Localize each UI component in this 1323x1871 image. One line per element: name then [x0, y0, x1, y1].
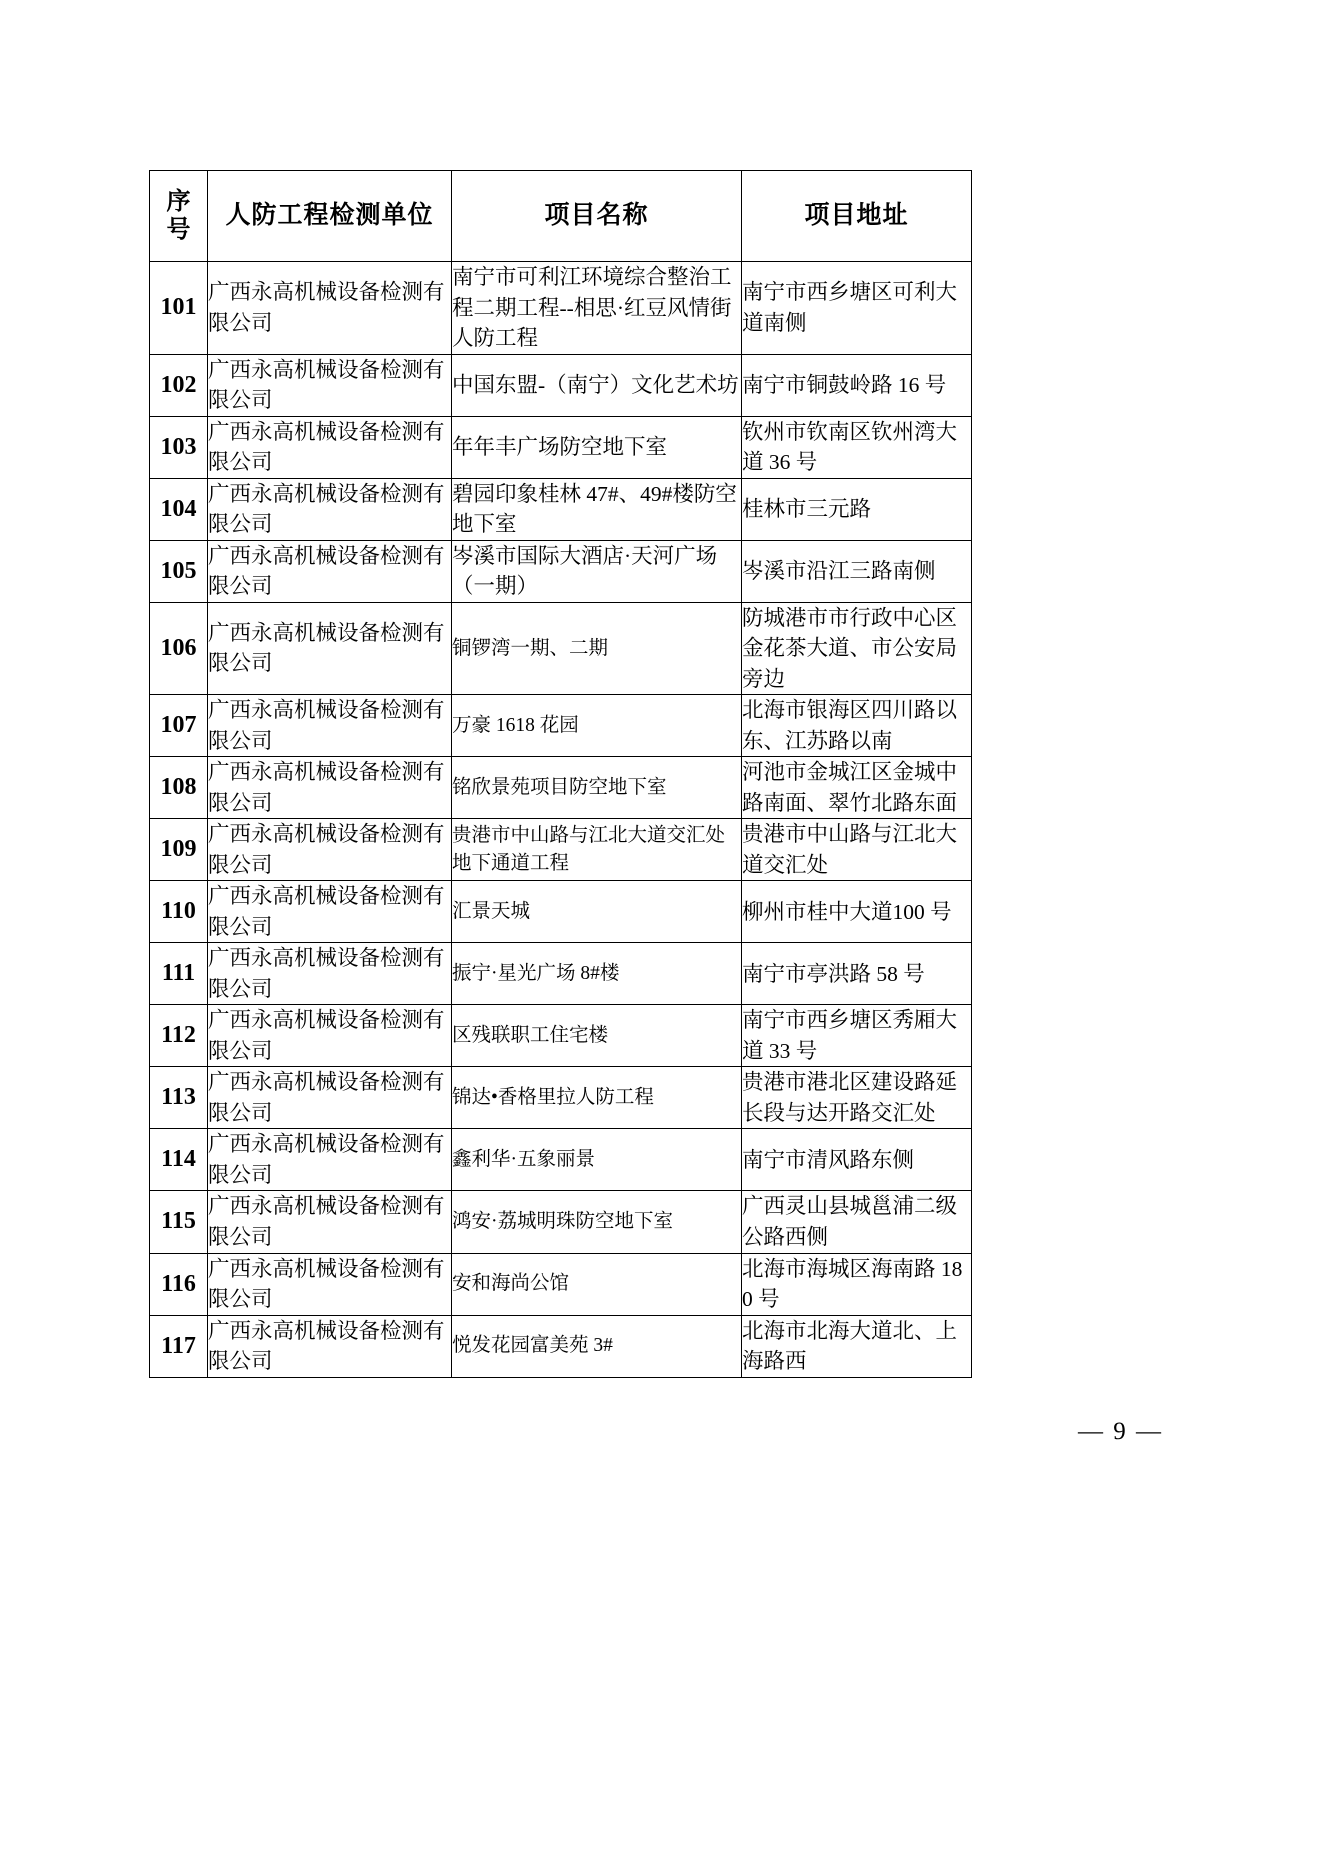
table-row [150, 1067, 972, 1129]
cell-project-name [452, 540, 742, 602]
table-row [150, 478, 972, 540]
cell-sequence: 102 [150, 354, 208, 416]
cell-unit-text: 广西永高机械设备检测有限公司 [208, 620, 445, 676]
cell-unit [208, 1067, 452, 1129]
cell-project-address-text: 防城港市市行政中心区金花茶大道、市公安局旁边 [742, 605, 958, 691]
cell-project-address [742, 943, 972, 1005]
project-table-container [149, 170, 971, 1378]
cell-project-name-text: 铭欣景苑项目防空地下室 [452, 776, 667, 798]
cell-unit [208, 416, 452, 478]
cell-project-address-text: 北海市银海区四川路以东、江苏路以南 [742, 698, 958, 753]
cell-unit-text: 广西永高机械设备检测有限公司 [208, 1132, 445, 1187]
cell-project-address [742, 1067, 972, 1129]
cell-project-address-text: 柳州市桂中大道100 号 [742, 899, 952, 924]
cell-project-name-text: 鑫利华·五象丽景 [452, 1149, 595, 1171]
cell-project-address [742, 695, 972, 757]
cell-unit [208, 881, 452, 943]
cell-project-address [742, 1315, 972, 1377]
cell-project-address [742, 1129, 972, 1191]
table-row [150, 1129, 972, 1191]
cell-project-address-text: 岑溪市沿江三路南侧 [742, 558, 936, 583]
cell-project-name [452, 695, 742, 757]
project-table [149, 170, 972, 1378]
cell-project-name-text: 岑溪市国际大酒店·天河广场（一期） [452, 543, 718, 599]
table-row [150, 416, 972, 478]
cell-project-name-text: 碧园印象桂林 47#、49#楼防空地下室 [452, 481, 737, 537]
cell-project-address-text: 南宁市西乡塘区秀厢大道 33 号 [742, 1008, 958, 1063]
cell-project-name [452, 1129, 742, 1191]
cell-unit [208, 1005, 452, 1067]
cell-project-address-text: 桂林市三元路 [742, 496, 872, 521]
cell-unit-text: 广西永高机械设备检测有限公司 [208, 822, 445, 877]
cell-project-name-text: 悦发花园富美苑 3# [452, 1335, 613, 1357]
cell-project-name [452, 943, 742, 1005]
cell-project-address [742, 1253, 972, 1315]
cell-unit [208, 478, 452, 540]
cell-sequence: 114 [150, 1129, 208, 1191]
cell-project-name [452, 1005, 742, 1067]
cell-unit [208, 354, 452, 416]
cell-sequence: 112 [150, 1005, 208, 1067]
cell-project-address-text: 广西灵山县城邕浦二级公路西侧 [742, 1194, 958, 1249]
column-header-project-address: 项目地址 [742, 171, 972, 262]
table-row [150, 262, 972, 355]
cell-sequence: 107 [150, 695, 208, 757]
page-number: — 9 — [1078, 1418, 1163, 1445]
column-header-sequence-line2: 号 [166, 217, 191, 243]
cell-sequence: 105 [150, 540, 208, 602]
cell-unit-text: 广西永高机械设备检测有限公司 [208, 543, 445, 599]
cell-project-name [452, 1191, 742, 1253]
cell-project-address-text: 贵港市中山路与江北大道交汇处 [742, 822, 958, 877]
cell-unit-text: 广西永高机械设备检测有限公司 [208, 357, 445, 413]
cell-unit-text: 广西永高机械设备检测有限公司 [208, 280, 445, 335]
cell-project-address-text: 南宁市铜鼓岭路 16 号 [742, 372, 947, 397]
cell-project-address [742, 757, 972, 819]
cell-project-name-text: 安和海尚公馆 [452, 1273, 570, 1295]
cell-project-name-text: 汇景天城 [452, 900, 531, 922]
cell-project-address [742, 478, 972, 540]
cell-project-address-text: 南宁市西乡塘区可利大道南侧 [742, 280, 958, 335]
cell-project-address-text: 南宁市亭洪路 58 号 [742, 961, 925, 986]
cell-project-name-text: 中国东盟-（南宁）文化艺术坊 [452, 372, 739, 397]
cell-project-name-text: 南宁市可利江环境综合整治工程二期工程--相思·红豆风情街人防工程 [452, 265, 732, 351]
column-header-unit: 人防工程检测单位 [208, 171, 452, 262]
cell-sequence: 108 [150, 757, 208, 819]
cell-project-name-text: 贵港市中山路与江北大道交汇处地下通道工程 [452, 825, 726, 874]
cell-project-address [742, 1005, 972, 1067]
cell-unit [208, 1191, 452, 1253]
cell-sequence: 115 [150, 1191, 208, 1253]
cell-project-name-text: 万豪 1618 花园 [452, 714, 579, 736]
cell-unit-text: 广西永高机械设备检测有限公司 [208, 1318, 445, 1374]
cell-project-name-text: 年年丰广场防空地下室 [452, 434, 668, 459]
cell-project-name-text: 鸿安·荔城明珠防空地下室 [452, 1211, 673, 1233]
cell-unit-text: 广西永高机械设备检测有限公司 [208, 884, 445, 939]
table-header-row [150, 171, 972, 262]
cell-project-address-text: 南宁市清风路东侧 [742, 1147, 915, 1172]
cell-unit [208, 602, 452, 695]
cell-unit-text: 广西永高机械设备检测有限公司 [208, 1008, 445, 1063]
cell-project-address-text: 北海市北海大道北、上海路西 [742, 1318, 958, 1374]
cell-project-name [452, 262, 742, 355]
cell-project-name [452, 819, 742, 881]
cell-sequence: 104 [150, 478, 208, 540]
cell-unit [208, 695, 452, 757]
cell-project-address [742, 354, 972, 416]
table-row [150, 943, 972, 1005]
cell-project-name-text: 振宁·星光广场 8#楼 [452, 963, 620, 985]
table-header [150, 171, 972, 262]
cell-project-name [452, 602, 742, 695]
table-row [150, 881, 972, 943]
cell-project-address-text: 钦州市钦南区钦州湾大道 36 号 [742, 419, 958, 475]
cell-project-name [452, 1067, 742, 1129]
cell-sequence: 117 [150, 1315, 208, 1377]
cell-project-name [452, 478, 742, 540]
cell-unit [208, 757, 452, 819]
cell-project-name [452, 881, 742, 943]
cell-unit [208, 943, 452, 1005]
cell-unit [208, 1253, 452, 1315]
table-row [150, 354, 972, 416]
cell-unit-text: 广西永高机械设备检测有限公司 [208, 1256, 445, 1312]
cell-sequence: 111 [150, 943, 208, 1005]
cell-project-name [452, 757, 742, 819]
table-row [150, 1315, 972, 1377]
cell-sequence: 103 [150, 416, 208, 478]
cell-project-address-text: 河池市金城江区金城中路南面、翠竹北路东面 [742, 760, 958, 815]
cell-project-address [742, 1191, 972, 1253]
cell-project-address-text: 北海市海城区海南路 180 号 [742, 1256, 963, 1312]
cell-unit [208, 1129, 452, 1191]
table-row [150, 540, 972, 602]
cell-unit [208, 540, 452, 602]
cell-unit-text: 广西永高机械设备检测有限公司 [208, 481, 445, 537]
cell-project-name [452, 354, 742, 416]
cell-unit-text: 广西永高机械设备检测有限公司 [208, 1194, 445, 1249]
cell-unit-text: 广西永高机械设备检测有限公司 [208, 419, 445, 475]
table-row [150, 695, 972, 757]
cell-project-address [742, 602, 972, 695]
cell-project-name-text: 锦达•香格里拉人防工程 [452, 1087, 654, 1109]
cell-project-name-text: 铜锣湾一期、二期 [452, 637, 609, 659]
cell-sequence: 116 [150, 1253, 208, 1315]
cell-sequence: 106 [150, 602, 208, 695]
table-body [150, 262, 972, 1378]
cell-project-address [742, 262, 972, 355]
table-row [150, 1253, 972, 1315]
cell-project-address [742, 416, 972, 478]
cell-unit-text: 广西永高机械设备检测有限公司 [208, 698, 445, 753]
table-row [150, 602, 972, 695]
table-row [150, 1005, 972, 1067]
cell-sequence: 109 [150, 819, 208, 881]
cell-unit-text: 广西永高机械设备检测有限公司 [208, 760, 445, 815]
cell-project-name [452, 1253, 742, 1315]
cell-unit [208, 1315, 452, 1377]
column-header-sequence [150, 171, 208, 262]
cell-unit [208, 262, 452, 355]
column-header-project-name: 项目名称 [452, 171, 742, 262]
cell-project-name [452, 1315, 742, 1377]
table-row [150, 819, 972, 881]
cell-sequence: 113 [150, 1067, 208, 1129]
cell-project-address [742, 540, 972, 602]
column-header-sequence-line1: 序 [166, 188, 191, 215]
cell-project-address [742, 881, 972, 943]
cell-unit [208, 819, 452, 881]
table-row [150, 1191, 972, 1253]
cell-project-address [742, 819, 972, 881]
table-row [150, 757, 972, 819]
cell-sequence: 110 [150, 881, 208, 943]
cell-unit-text: 广西永高机械设备检测有限公司 [208, 946, 445, 1001]
cell-unit-text: 广西永高机械设备检测有限公司 [208, 1070, 445, 1125]
cell-project-name [452, 416, 742, 478]
cell-project-address-text: 贵港市港北区建设路延长段与达开路交汇处 [742, 1070, 958, 1125]
cell-sequence: 101 [150, 262, 208, 355]
cell-project-name-text: 区残联职工住宅楼 [452, 1025, 609, 1047]
